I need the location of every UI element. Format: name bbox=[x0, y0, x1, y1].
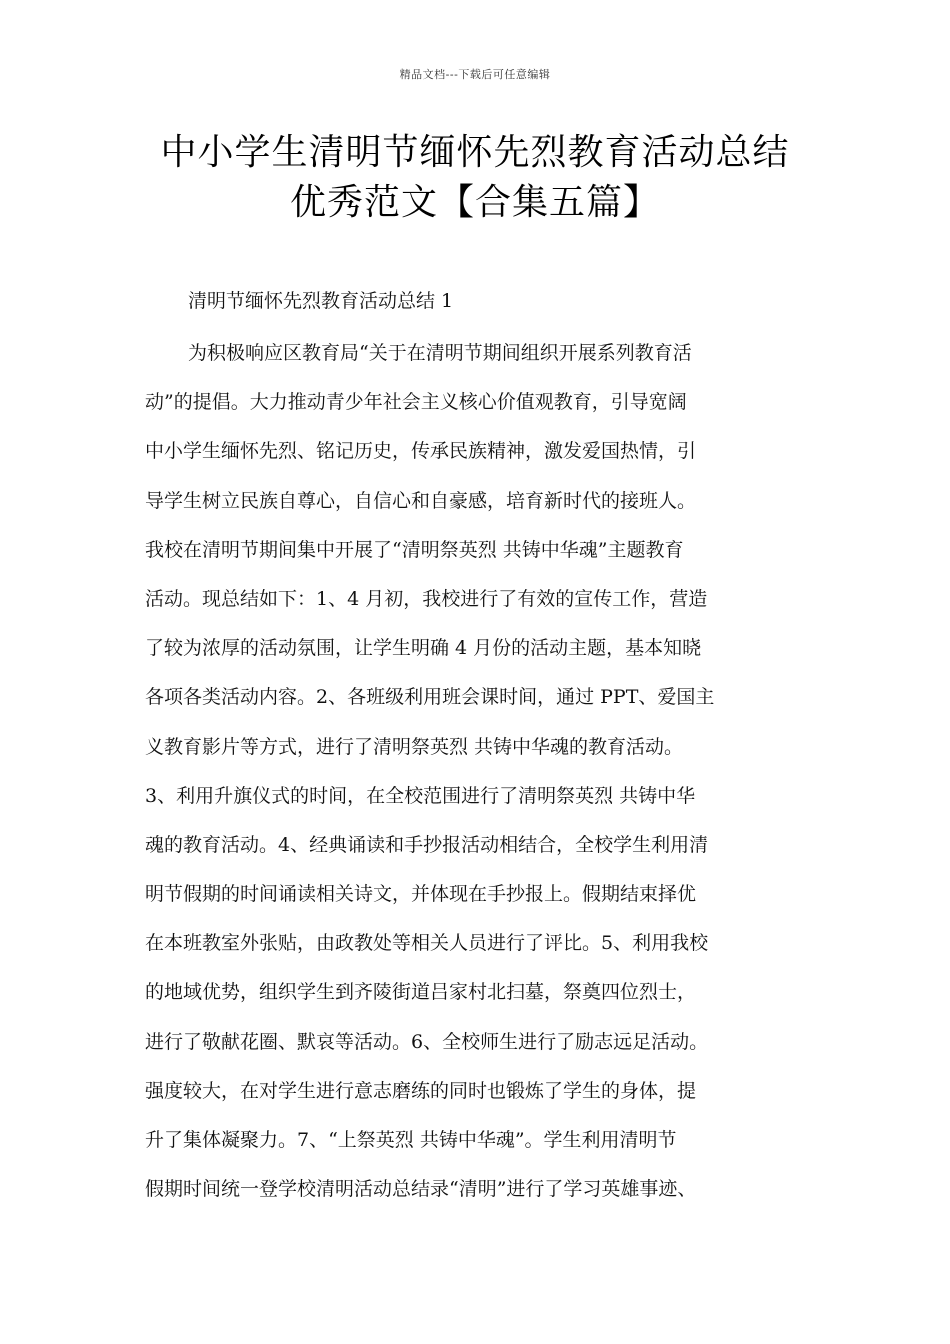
body-line: 中小学生缅怀先烈、铭记历史，传承民族精神，激发爱国热情，引 bbox=[145, 440, 697, 463]
body-line: 为积极响应区教育局“关于在清明节期间组织开展系列教育活 bbox=[188, 342, 692, 364]
body-line: 活动。现总结如下：1、4 月初，我校进行了有效的宣传工作，营造 bbox=[145, 587, 708, 610]
body-paragraph bbox=[145, 334, 865, 1219]
body-line: 了较为浓厚的活动氛围，让学生明确 4 月份的活动主题，基本知晓 bbox=[145, 637, 702, 660]
body-line: 动”的提倡。大力推动青少年社会主义核心价值观教育，引导宽阔 bbox=[145, 391, 687, 414]
body-line: 3、利用升旗仪式的时间，在全校范围进行了清明祭英烈 共铸中华 bbox=[145, 784, 696, 807]
body-line: 进行了敬献花圈、默哀等活动。6、全校师生进行了励志远足活动。 bbox=[145, 1030, 709, 1053]
body-line: 魂的教育活动。4、经典诵读和手抄报活动相结合，全校学生利用清 bbox=[145, 833, 709, 856]
body-line: 明节假期的时间诵读相关诗文，并体现在手抄报上。假期结束择优 bbox=[145, 883, 697, 906]
title-line-2: 优秀范文【合集五篇】 bbox=[289, 182, 660, 223]
body-line: 我校在清明节期间集中开展了“清明祭英烈 共铸中华魂”主题教育 bbox=[145, 538, 684, 561]
header-note: 精品文档---下载后可任意编辑 bbox=[399, 68, 551, 81]
body-line: 假期时间统一登学校清明活动总结录“清明”进行了学习英雄事迹、 bbox=[145, 1178, 697, 1201]
body-line: 义教育影片等方式，进行了清明祭英烈 共铸中华魂的教育活动。 bbox=[145, 735, 684, 758]
title-line-1: 中小学生清明节缅怀先烈教育活动总结 bbox=[160, 132, 790, 173]
body-line: 在本班教室外张贴，由政教处等相关人员进行了评比。5、利用我校 bbox=[145, 932, 709, 955]
section-heading: 清明节缅怀先烈教育活动总结 1 bbox=[188, 290, 454, 312]
document-title bbox=[120, 128, 830, 228]
body-line: 的地域优势，组织学生到齐陵街道吕家村北扫墓，祭奠四位烈士， bbox=[145, 981, 697, 1004]
body-line: 各项各类活动内容。2、各班级利用班会课时间，通过 PPT、爱国主 bbox=[145, 686, 715, 709]
body-line: 强度较大，在对学生进行意志磨练的同时也锻炼了学生的身体，提 bbox=[145, 1079, 697, 1102]
body-line: 升了集体凝聚力。7、“上祭英烈 共铸中华魂”。学生利用清明节 bbox=[145, 1129, 677, 1151]
body-line: 导学生树立民族自尊心，自信心和自豪感，培育新时代的接班人。 bbox=[145, 489, 697, 512]
